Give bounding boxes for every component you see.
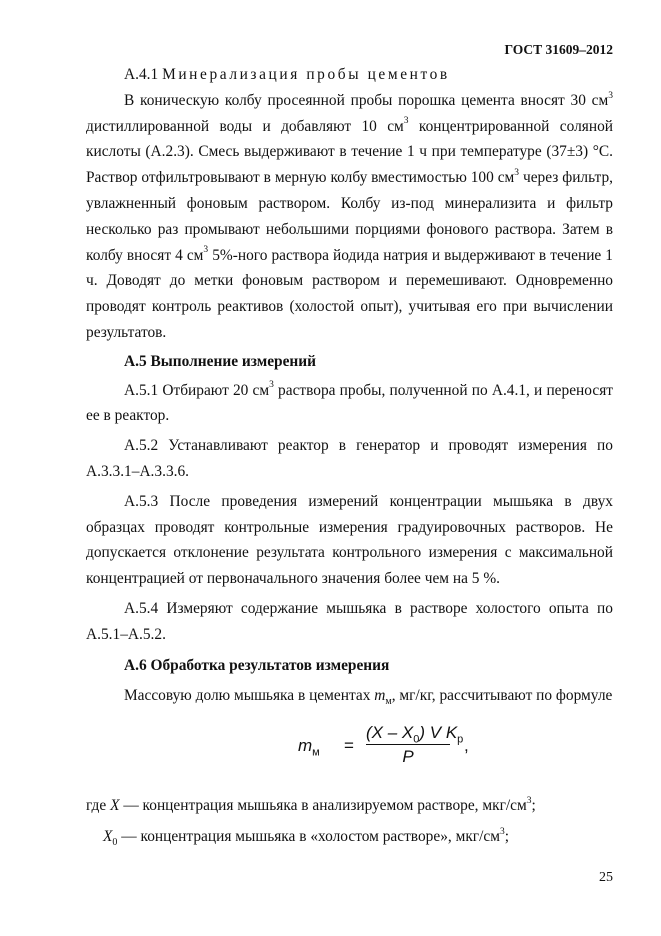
- text-run: дистиллированной воды и добавляют 10 см: [86, 117, 404, 135]
- formula-denominator: P: [402, 747, 414, 767]
- page-content: [86, 62, 613, 850]
- text-run: концентрированной соляной кислоты (А.2.3). Смесь выдерживают в течение 1 ч при температуре (37±3) °С. Раствор отфильтровывают в мерную колбу вместимостью 100 см: [86, 117, 613, 187]
- text-run: А.5.1 Отбирают 20 см: [124, 381, 270, 399]
- text-run: — концентрация мышьяка в «холостом растворе», мкг/см: [117, 827, 500, 845]
- subscript: р: [457, 733, 464, 746]
- section-a6-heading: А.6 Обработка результатов измерения: [124, 656, 390, 674]
- variable-m: m: [374, 687, 386, 705]
- formula-lhs-var: m: [298, 736, 313, 756]
- superscript: 3: [608, 90, 613, 101]
- subscript: 0: [112, 837, 118, 848]
- formula-block: [86, 709, 613, 781]
- superscript: 3: [203, 245, 209, 256]
- section-a6-intro: [86, 683, 613, 709]
- superscript: 3: [499, 826, 505, 837]
- page-number: 25: [599, 870, 613, 885]
- formula-equals: =: [344, 736, 354, 756]
- section-a5-heading: А.5 Выполнение измерений: [124, 352, 317, 370]
- text-run: ) V K: [419, 723, 458, 743]
- text-run: ;: [504, 827, 509, 845]
- subscript: 0: [413, 733, 420, 746]
- variable-x0: X: [103, 827, 113, 845]
- text-run: 5%-ного раствора йодида натрия и выдерживают в течение 1 ч. Доводят до метки фоновым раствором и перемешивают. Одновременно проводят контроль реактивов (холостой опыт), учитывая его при вычислении результатов.: [86, 246, 613, 341]
- text-run: , мг/кг, рассчитывают по формуле: [391, 687, 613, 705]
- section-a41-number: А.4.1: [124, 66, 159, 83]
- formula-numerator: [366, 723, 464, 746]
- formula-lhs: [298, 733, 320, 759]
- section-a51-paragraph: [86, 378, 613, 430]
- subscript: м: [385, 696, 392, 708]
- formula-lhs-sub: м: [312, 746, 320, 759]
- text-run: ;: [531, 797, 536, 815]
- text-run: где: [86, 797, 111, 815]
- document-header: ГОСТ 31609–2012: [504, 42, 613, 57]
- section-a54-paragraph: А.5.4 Измеряют содержание мышьяка в растворе холостого опыта по А.5.1–А.5.2.: [86, 599, 613, 643]
- section-a41-paragraph: [86, 88, 613, 346]
- section-a52-paragraph: А.5.2 Устанавливают реактор в генератор и проводят измерения по А.3.3.1–А.3.3.6.: [86, 437, 613, 480]
- superscript: 3: [403, 116, 409, 127]
- where-line-2: [86, 824, 613, 850]
- variable-x: X: [110, 797, 120, 815]
- fraction-bar: [366, 744, 450, 745]
- superscript: 3: [269, 380, 274, 391]
- text-run: Массовую долю мышьяка в цементах: [124, 687, 375, 705]
- text-run: раствора пробы, полученной по А.4.1, и переносят ее в реактор.: [86, 381, 613, 425]
- text-run: В коническую колбу просеянной пробы порошка цемента вносят 30 см: [124, 91, 609, 109]
- formula-comma: ,: [464, 736, 469, 756]
- text-run: — концентрация мышьяка в анализируемом растворе, мкг/см: [119, 797, 527, 815]
- section-a41-title: Минерализация пробы цементов: [162, 66, 450, 83]
- superscript: 3: [514, 168, 520, 179]
- where-line-1: [86, 793, 613, 819]
- section-a53-paragraph: А.5.3 После проведения измерений концентрации мышьяка в двух образцах проводят контрольные измерения градуировочных растворов. Не допускается отклонение результата контрольного измерения с максимальной концентрацией от первоначального значения более чем на 5 %.: [86, 492, 613, 588]
- section-a41-heading: [86, 62, 613, 88]
- text-run: через фильтр, увлажненный фоновым раствором. Колбу из-под минерализита и фильтр несколько раз промывают небольшими порциями фонового раствора. Затем в колбу вносят 4 см: [86, 169, 614, 264]
- superscript: 3: [526, 796, 532, 806]
- text-run: (X – X: [366, 723, 414, 743]
- formula-fraction: [366, 723, 464, 767]
